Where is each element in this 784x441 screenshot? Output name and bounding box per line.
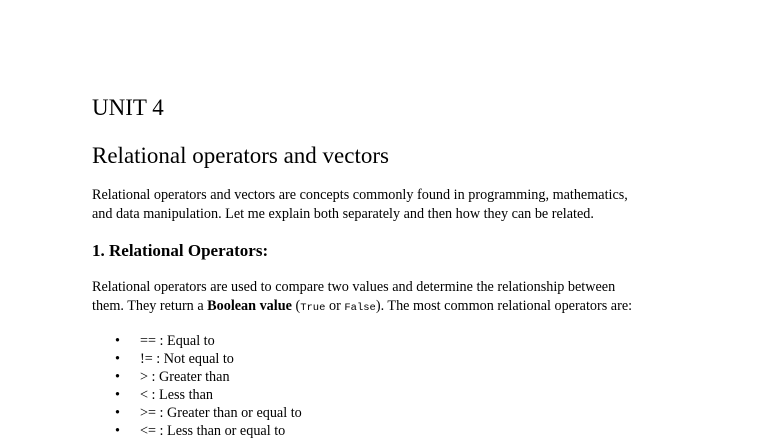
bullet-icon: • (115, 333, 120, 349)
list-item (92, 368, 302, 386)
operators-paragraph (92, 278, 712, 318)
intro-line: and data manipulation. Let me explain both separately and then how they can be related. (92, 206, 594, 222)
list-item (92, 386, 302, 404)
operator-text: < : Less than (140, 387, 214, 403)
page-title: Relational operators and vectors (92, 143, 389, 168)
paragraph-line: Relational operators are used to compare two values and determine the relationship between (92, 279, 616, 295)
text-run: or (325, 298, 345, 314)
paragraph-line (92, 297, 712, 318)
bullet-icon: • (115, 405, 120, 421)
code-true: True (300, 302, 326, 314)
text-run: ( (291, 298, 301, 314)
section-heading: 1. Relational Operators: (92, 241, 269, 260)
operator-text: != : Not equal to (140, 351, 234, 367)
intro-paragraph (92, 186, 712, 224)
list-item (92, 332, 302, 350)
list-item (92, 350, 302, 368)
operator-text: <= : Less than or equal to (140, 423, 286, 439)
bullet-icon: • (115, 423, 120, 439)
operator-text: > : Greater than (140, 369, 230, 385)
unit-heading: UNIT 4 (92, 95, 164, 120)
intro-line: Relational operators and vectors are concepts commonly found in programming, mathematics, (92, 187, 628, 203)
operator-text: == : Equal to (140, 333, 215, 349)
text-run: them. They return a (92, 298, 208, 314)
text-run: ). The most common relational operators are: (375, 298, 633, 314)
operator-text: >= : Greater than or equal to (140, 405, 302, 421)
boolean-value-term: Boolean value (207, 298, 292, 314)
operator-list (92, 332, 302, 440)
code-false: False (344, 302, 376, 314)
bullet-icon: • (115, 351, 120, 367)
bullet-icon: • (115, 387, 120, 403)
list-item (92, 404, 302, 422)
list-item (92, 422, 302, 440)
bullet-icon: • (115, 369, 120, 385)
